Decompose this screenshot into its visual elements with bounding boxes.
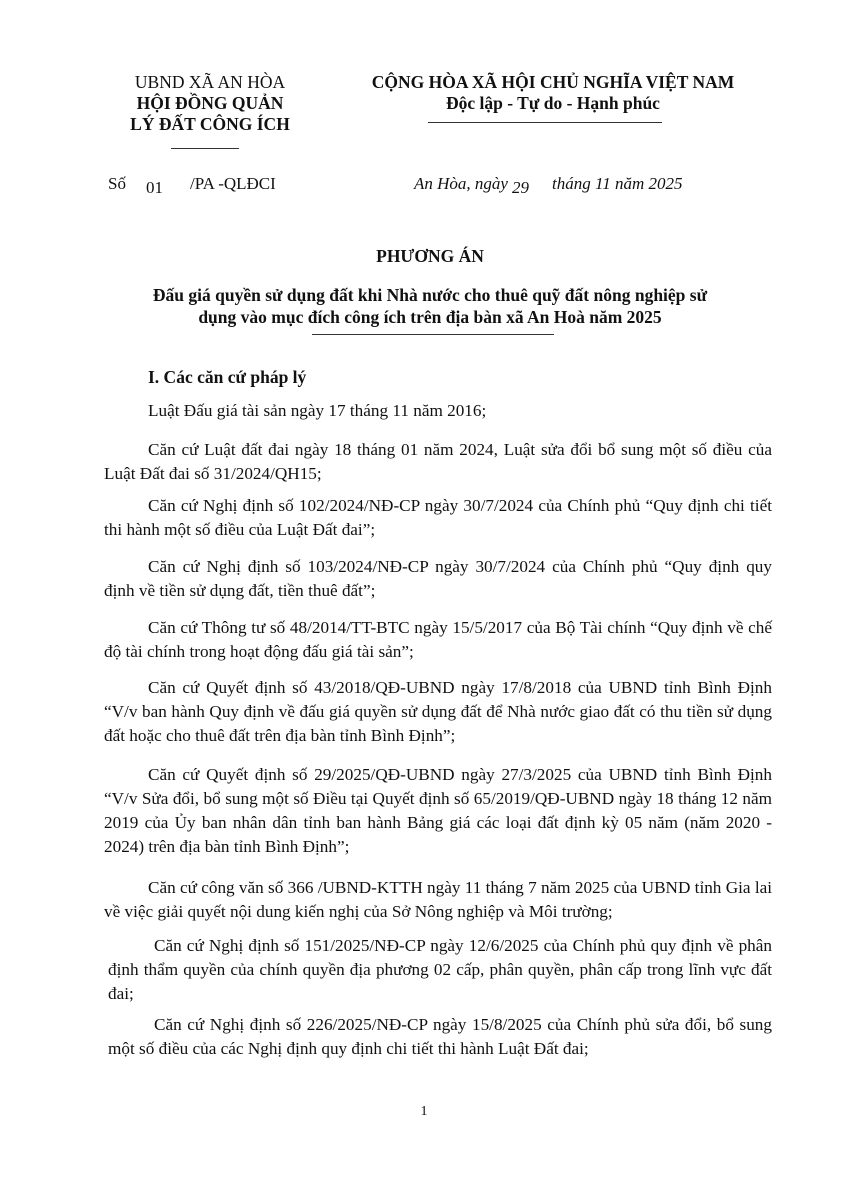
nation-motto: Độc lập - Tự do - Hạnh phúc	[446, 93, 660, 113]
document-number-label: Số	[108, 174, 126, 193]
document-title: PHƯƠNG ÁN	[376, 246, 484, 266]
legal-basis-paragraph: Căn cứ Nghị định số 151/2025/NĐ-CP ngày 12/6/2025 của Chính phủ quy định về phân định thẩm quyền của chính quyền địa phương 02 cấp, phân quyền, phân cấp trong lĩnh vực đất đai;	[108, 936, 772, 1003]
document-number-suffix: /PA -QLĐCI	[190, 174, 276, 193]
legal-basis-paragraph: Căn cứ Nghị định số 226/2025/NĐ-CP ngày 15/8/2025 của Chính phủ sửa đổi, bổ sung một số điều của các Nghị định quy định chi tiết thi hành Luật Đất đai;	[108, 1015, 772, 1058]
legal-basis-paragraph: Căn cứ Nghị định số 102/2024/NĐ-CP ngày 30/7/2024 của Chính phủ “Quy định chi tiết thi hành một số điều của Luật Đất đai”;	[104, 496, 772, 539]
subtitle-line-2: dụng vào mục đích công ích trên địa bàn xã An Hoà năm 2025	[198, 307, 662, 327]
org-line-2: HỘI ĐỒNG QUẢN	[136, 93, 284, 113]
legal-basis-paragraph: Căn cứ Quyết định số 29/2025/QĐ-UBND ngày 27/3/2025 của UBND tỉnh Bình Định “V/v Sửa đổi, bổ sung một số Điều tại Quyết định số 65/2019/QĐ-UBND ngày 18 tháng 12 năm 2019 của Ủy ban nhân dân tỉnh ban hành Bảng giá các loại đất định kỳ 05 năm (năm 2020 - 2024) trên địa bàn tỉnh Bình Định”;	[104, 765, 772, 856]
legal-basis-paragraph: Căn cứ Thông tư số 48/2014/TT-BTC ngày 15/5/2017 của Bộ Tài chính “Quy định về chế độ tài chính trong hoạt động đấu giá tài sản”;	[104, 618, 772, 661]
legal-basis-paragraph: Luật Đấu giá tài sản ngày 17 tháng 11 năm 2016;	[148, 401, 487, 420]
document-subtitle	[100, 284, 760, 328]
title-underline	[312, 334, 554, 335]
subtitle-line-1: Đấu giá quyền sử dụng đất khi Nhà nước cho thuê quỹ đất nông nghiệp sử	[152, 285, 708, 305]
legal-basis-paragraph: Căn cứ Nghị định số 103/2024/NĐ-CP ngày 30/7/2024 của Chính phủ “Quy định quy định về tiền sử dụng đất, tiền thuê đất”;	[104, 557, 772, 600]
legal-basis-paragraph: Căn cứ công văn số 366 /UBND-KTTH ngày 11 tháng 7 năm 2025 của UBND tỉnh Gia lai về việc giải quyết nội dung kiến nghị của Sở Nông nghiệp và Môi trường;	[104, 878, 772, 921]
document-number: 01	[146, 178, 163, 197]
date-month-year: tháng 11 năm 2025	[552, 174, 683, 193]
national-header	[318, 72, 788, 114]
section-heading: I. Các căn cứ pháp lý	[148, 367, 307, 387]
date-day: 29	[512, 178, 529, 197]
motto-underline	[428, 122, 662, 123]
org-underline	[171, 148, 239, 149]
org-line-3: LÝ ĐẤT CÔNG ÍCH	[130, 114, 290, 134]
page-number: 1	[420, 1104, 428, 1119]
legal-basis-paragraph: Căn cứ Luật đất đai ngày 18 tháng 01 năm 2024, Luật sửa đổi bổ sung một số điều của Luật Đất đai số 31/2024/QH15;	[104, 440, 772, 483]
place-date-prefix: An Hòa, ngày	[414, 174, 508, 193]
org-line-1: UBND XÃ AN HÒA	[134, 72, 286, 92]
legal-basis-paragraph: Căn cứ Quyết định số 43/2018/QĐ-UBND ngày 17/8/2018 của UBND tỉnh Bình Định “V/v ban hành Quy định về đấu giá quyền sử dụng đất để Nhà nước giao đất có thu tiền sử dụng đất hoặc cho thuê đất trên địa bàn tỉnh Bình Định”;	[104, 678, 772, 745]
issuing-organization	[100, 72, 320, 135]
nation-title: CỘNG HÒA XÃ HỘI CHỦ NGHĨA VIỆT NAM	[371, 72, 735, 92]
